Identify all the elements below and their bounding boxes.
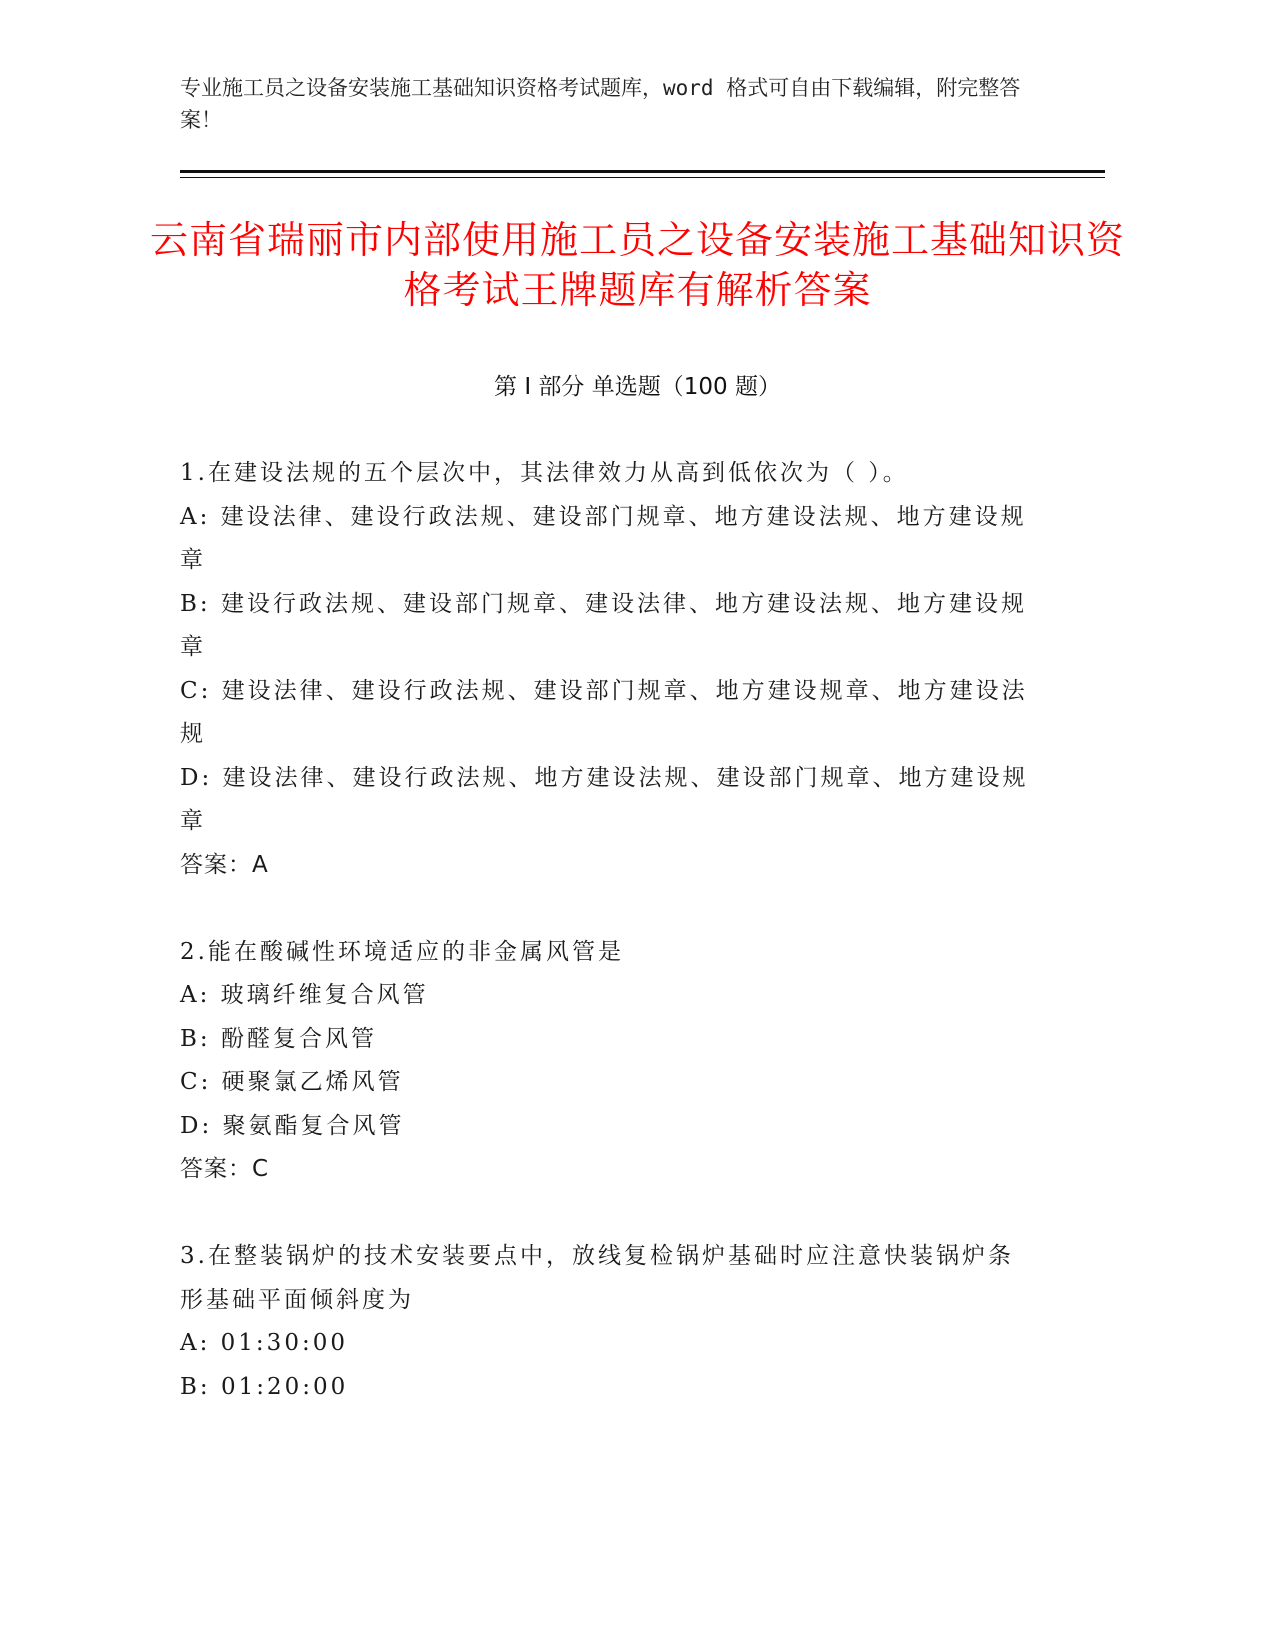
header-divider-thin [180,177,1105,178]
option-d: D: 建设法律、建设行政法规、地方建设法规、建设部门规章、地方建设规章 [180,764,1029,834]
question-1 [180,452,1030,887]
answer-line: 答案：A [180,851,269,878]
section-heading: 第 I 部分 单选题（100 题） [494,374,781,400]
option-b: B: 酚醛复合风管 [180,1025,377,1052]
option-c: C: 硬聚氯乙烯风管 [180,1069,404,1095]
question-2 [180,931,1030,1192]
option-b: B: 01:20:00 [180,1373,349,1400]
option-a: A: 01:30:00 [180,1330,348,1356]
question-stem: 2.能在酸碱性环境适应的非金属风管是 [180,938,624,965]
option-c: C: 建设法律、建设行政法规、建设部门规章、地方建设规章、地方建设法规 [180,677,1028,747]
header-divider-thick [180,170,1105,173]
option-a: A: 建设法律、建设行政法规、建设部门规章、地方建设法规、地方建设规章 [180,503,1027,573]
option-b: B: 建设行政法规、建设部门规章、建设法律、地方建设法规、地方建设规章 [180,590,1027,660]
question-stem: 1.在建设法规的五个层次中，其法律效力从高到低依次为（ ）。 [180,460,909,486]
question-list [180,452,1030,1453]
option-d: D: 聚氨酯复合风管 [180,1112,405,1139]
question-3 [180,1235,1030,1409]
document-title: 云南省瑞丽市内部使用施工员之设备安装施工基础知识资格考试王牌题库有解析答案 [150,218,1126,312]
option-a: A: 玻璃纤维复合风管 [180,982,429,1008]
question-stem: 3.在整装锅炉的技术安装要点中，放线复检锅炉基础时应注意快装锅炉条形基础平面倾斜度为 [180,1243,1014,1313]
header-note: 专业施工员之设备安装施工基础知识资格考试题库，word 格式可自由下载编辑，附完整答案！ [180,76,1021,132]
answer-line: 答案：C [180,1156,270,1182]
